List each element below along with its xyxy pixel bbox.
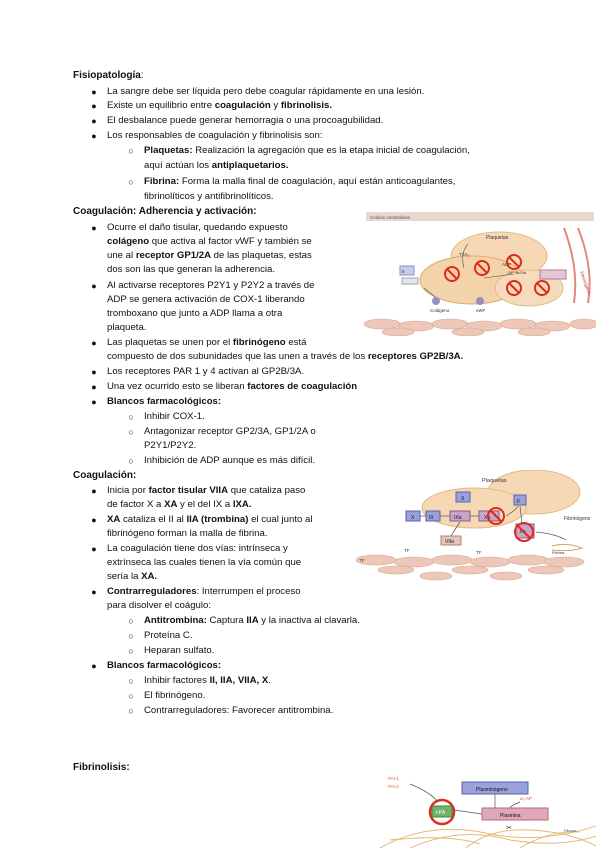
section-heading-adherencia: Coagulación: Adherencia y activación: (73, 206, 257, 217)
platelets-label: Plaquetas (482, 478, 507, 484)
list-item: El desbalance puede generar hemorragia o una procoagubilidad. (107, 115, 384, 126)
factor-ixa-label: IXa (454, 515, 462, 521)
factor-viia-label: VIIa (445, 539, 454, 545)
fibrin-label: Fibrina (564, 828, 577, 833)
sub-list-item-cont: fibrinolíticos y antifibrinolíticos. (144, 191, 274, 202)
list-item: Los responsables de coagulación y fibrinolisis son: (107, 130, 323, 141)
sub-bullet: ○ (128, 631, 134, 641)
list-item-cont: para disolver el coágulo: (107, 600, 211, 611)
bullet: ● (91, 223, 97, 233)
list-item: Blancos farmacológicos: (107, 396, 222, 407)
coagulation-cascade-figure (356, 470, 596, 582)
bullet: ● (91, 587, 97, 597)
list-item: Los receptores PAR 1 y 4 activan al GP2B/3A. (107, 366, 305, 377)
sub-bullet: ○ (128, 706, 134, 716)
factor-ii-box (514, 495, 526, 505)
bullet: ● (91, 281, 97, 291)
adp-label: ADP (502, 262, 512, 267)
list-item: Las plaquetas se unen por el fibrinógeno está (107, 337, 307, 348)
sub-bullet: ○ (128, 676, 134, 686)
tpa-label: t-PA (436, 810, 446, 816)
factor-iia-label: IIa (520, 529, 526, 535)
sub-list-item: El fibrinógeno. (144, 690, 206, 701)
list-item-cont: une al receptor GP1/2A de las plaquetas, estas (107, 250, 312, 261)
sub-bullet: ○ (128, 691, 134, 701)
scissors-icon: ✂ (506, 825, 512, 832)
sub-list-item: Antitrombina: Captura IIA y la inactiva al clavarla. (144, 615, 360, 626)
platelet-mid (422, 488, 526, 528)
section-heading-fibrinolisis: Fibrinolisis: (73, 762, 130, 773)
bullet: ● (91, 367, 97, 377)
factor-ix-label: IX (429, 515, 434, 521)
list-item: XA cataliza el II al IIA (trombina) el cual junto al (107, 514, 313, 525)
fibrinolysis-figure (370, 770, 596, 848)
list-item-cont: fibrinógeno forman la malla de fibrina. (107, 528, 268, 539)
endothelium-label: Células endoteliales (370, 215, 411, 220)
bullet: ● (91, 87, 97, 97)
list-item: Al activarse receptores P2Y1 y P2Y2 a través de (107, 280, 315, 291)
tf-label-3: TF (476, 550, 482, 555)
sub-list-item-cont: aquí actúan los antiplaquetarios. (144, 160, 289, 171)
factor-ii-label: II (517, 499, 520, 505)
sub-list-item: Inhibición de ADP aunque es más difícil. (144, 455, 316, 466)
bullet: ● (91, 382, 97, 392)
factor-x-label: X (411, 515, 415, 521)
platelets-label: Plaquetas (486, 235, 509, 241)
sub-list-item: Inhibir factores II, IIA, VIIA, X. (144, 675, 271, 686)
bullet: ● (91, 486, 97, 496)
sub-list-item: Contrarreguladores: Favorecer antitrombina. (144, 705, 334, 716)
plasminogen-label: Plasminógeno (476, 787, 508, 793)
fibrin-label: Fibrina (552, 550, 565, 555)
collagen-dot (432, 297, 440, 305)
sub-list-item: Fibrina: Forma la malla final de coagulación, aquí están anticoagulantes, (144, 176, 456, 187)
list-item-cont: compuesto de dos subunidades que las unen a través de los receptores GP2B/3A. (107, 351, 464, 362)
fibrinogen-label: Fibrinógeno (579, 270, 592, 295)
vwf-dot (476, 297, 484, 305)
pai2-label: PAI-2 (388, 784, 399, 789)
list-item-cont: colágeno que activa al factor vWF y también se (107, 236, 312, 247)
list-item: La sangre debe ser líquida pero debe coagular rápidamente en una lesión. (107, 86, 425, 97)
sub-list-item: Heparan sulfato. (144, 645, 215, 656)
tf-label-2: TF (404, 548, 410, 553)
bullet: ● (91, 116, 97, 126)
list-item-cont: extrínseca las cuales tienen la vía común que (107, 557, 302, 568)
a2ap-label: α₂-AP (520, 796, 532, 801)
sub-bullet: ○ (128, 646, 134, 656)
platelet-adhesion-figure (364, 208, 596, 336)
sub-list-item: Proteína C. (144, 630, 193, 641)
factor-x-top-label: X (461, 496, 465, 502)
list-item: Ocurre el daño tisular, quedando expuesto (107, 222, 288, 233)
sub-bullet: ○ (128, 146, 134, 156)
list-item: Blancos farmacológicos: (107, 660, 222, 671)
sub-bullet: ○ (128, 616, 134, 626)
list-item-cont: tromboxano que junto a ADP llama a otra (107, 308, 283, 319)
list-item: Contrarreguladores: Interrumpen el proceso (107, 586, 301, 597)
factor-xa-label: Xa (484, 515, 491, 521)
vwf-label: vWF (476, 308, 486, 313)
bullet: ● (91, 397, 97, 407)
list-item-cont: de factor X a XA y el del IX a IXA. (107, 499, 252, 510)
txa2-label: TXA₂ (459, 252, 470, 257)
sub-bullet: ○ (128, 456, 134, 466)
bullet: ● (91, 661, 97, 671)
collagen-label: Colágeno (430, 308, 450, 313)
list-item: La coagulación tiene dos vías: intrínseca y (107, 543, 288, 554)
list-item-cont: plaqueta. (107, 322, 147, 333)
sub-list-item: Plaquetas: Realización la agregación que es la etapa inicial de coagulación, (144, 145, 470, 156)
list-item: Una vez ocurrido esto se liberan factores de coagulación (107, 381, 358, 392)
list-item-cont: sería la XA. (107, 571, 158, 582)
sub-bullet: ○ (128, 427, 134, 437)
list-item-cont: dos son las que generan la adherencia. (107, 264, 276, 275)
sub-list-item-cont: P2Y1/P2Y2. (144, 440, 197, 451)
list-item-cont: ADP se genera activación de COX-1 liberando (107, 294, 305, 305)
tf-label-1: TF (359, 558, 365, 563)
bullet: ● (91, 515, 97, 525)
list-item: Inicia por factor tisular VIIA que cataliza paso (107, 485, 306, 496)
list-item: Existe un equilibrio entre coagulación y fibrinolisis. (107, 100, 333, 111)
factor-ii-label: II (402, 269, 405, 274)
sub-bullet: ○ (128, 177, 134, 187)
bullet: ● (91, 338, 97, 348)
receptor-pink (540, 270, 566, 279)
bullet: ● (91, 131, 97, 141)
sub-list-item: Inhibir COX-1. (144, 411, 205, 422)
plasmin-label: Plasmina (500, 813, 521, 819)
gp-label: GP IIb/IIIa (508, 270, 526, 275)
section-heading-fisiopatologia: Fisiopatología: (73, 70, 144, 81)
bullet: ● (91, 544, 97, 554)
sub-list-item: Antagonizar receptor GP2/3A, GP1/2A o (144, 426, 316, 437)
sub-bullet: ○ (128, 412, 134, 422)
bullet: ● (91, 101, 97, 111)
fibrinogen-label: Fibrinógeno (564, 516, 591, 522)
pai1-label: PAI-1 (388, 776, 399, 781)
section-heading-coagulacion: Coagulación: (73, 470, 137, 481)
